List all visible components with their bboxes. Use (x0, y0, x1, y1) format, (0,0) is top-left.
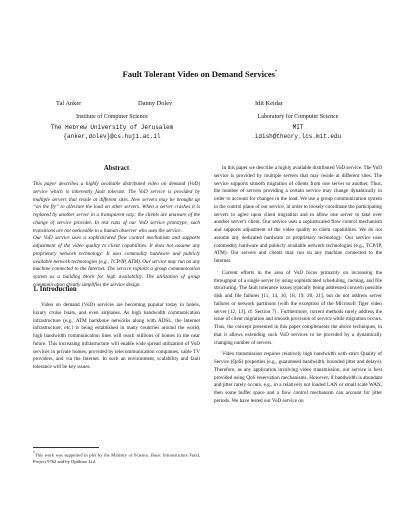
affiliation-1-email: {anker,dolev}@cs.huji.ac.il (63, 133, 161, 141)
footnote-mark: * (33, 451, 35, 455)
abstract-paragraph-2: Our VoD service uses a sophisticated flow control mechanism and supports adjustment of the video quality to client capabilities. It does not assume any proprietary network technology: It uses commodity hardware and publicly available network technologies (e.g., TCP/IP, ATM). Our service may run on any machine connected to the Internet. The service exploits a group communication system as a building block for high availability. The utilization of group communication greatly simplifies the service design. (33, 235, 200, 288)
abstract-body (33, 181, 200, 290)
footnote-rule (33, 447, 99, 448)
affiliation-1 (12, 113, 212, 142)
affiliation-2 (198, 113, 398, 142)
affiliation-2-email: idish@theory.lcs.mit.edu (254, 133, 342, 141)
right-column (214, 165, 382, 406)
affiliation-1-institute: Institute of Computer Science (76, 114, 148, 120)
paper-title (0, 69, 400, 79)
intro-paragraph-1: Video on demand (VoD) services are becoming popular today in hotels, luxury cruise boats, and even airplanes. As high bandwidth communication infrastructure (e.g., ATM backbone networks along with ADSL, the Internet infrastructure, etc.) is being established in many countries around the world, high bandwidth communication lines will reach millions of homes in the near future. This increasing infrastructure will enable wide spread utilization of VoD services in private homes, provided by telecommunication companies, cable TV providers, and via the Internet. In such an environment, scalability and fault tolerance will be key issues. (33, 302, 200, 370)
author-1: Tal Anker (56, 100, 82, 107)
footnote-text: This work was supported in part by the Ministry of Science, Basic Infrastructure Fund, Project 9762 and by Optibase Ltd. (33, 452, 200, 465)
right-paragraph-2: Current efforts in the area of VoD focus primarily on increasing the throughput of a single server by using sophisticated scheduling, caching, and file structuring. The fault tolerance issues typically being addressed concern possible disk and file failures [11, 14, 16, 18, 19, 20, 21], but do not address server failures or network partitions (with the exception of the Microsoft Tiger video server [12, 13], cf. Section 7) . Furthermore, current methods rarely address the issue of client migration and smooth provision of service while migration occurs. Thus, the concept presented in this paper complements the above techniques, in that it allows extending such VoD services to be provided by a dynamically changing number of servers. (214, 269, 382, 346)
abstract-heading: Abstract (103, 165, 130, 172)
affiliation-2-institute: Laboratory for Computer Science (257, 114, 339, 120)
author-2: Danny Dolev (138, 100, 173, 107)
author-3: Idit Keidar (255, 100, 283, 107)
right-paragraph-1: In this paper we describe a highly available distributed VoD service. The VoD service is provided by multiple servers that may reside at different sites. The service supports smooth migration of clients from one server to another. Thus, the number of servers providing a certain service may change dynamically in order to account for changes in the load. We use a group communication system in the control plane of our service, in order to loosely coordinate the participating servers to agree upon client migration and to allow one server to take over another server's client. Our service uses a sophisticated flow control mechanism and supports adjustment of the video quality to client capabilities. We do not assume any dedicated hardware or proprietary technology: Our service uses commodity hardware and publicly available network technologies (e.g., TCP/IP, ATM). Our servers and clients may run on any machine connected to the Internet. (214, 165, 382, 264)
title-text: Fault Tolerant Video on Demand Services (122, 69, 276, 79)
title-footnote-mark: * (275, 70, 278, 76)
introduction-left-column (33, 302, 200, 372)
section-heading-introduction: 1. Introduction (33, 286, 77, 293)
footnote (33, 450, 200, 466)
right-paragraph-3: Video transmission requires relatively high bandwidth with strict Quality of Service (QoS) properties (e.g., guaranteed bandwidth, bounded jitter and delays). Therefore, as any application involving video transmission, our service is best provided using QoS reservation mechanisms. However, if bandwidth is abundant and jitter rarely occurs, e.g., in a relatively not loaded LAN or small scale WAN, then some buffer space and a flow control mechanism can account for jitter periods. We have tested our VoD service on (214, 351, 382, 404)
affiliation-2-org: MIT (292, 123, 304, 131)
abstract-paragraph-1: This paper describes a highly available distributed video on demand (VoD) service which is inherently fault tolerant. The VoD service is provided by multiple servers that reside at different sites. New servers may be brought up “on the fly” to alleviate the load on other servers. When a server crashes it is replaced by another server in a transparent way; the clients are unaware of the change of service provider. In test runs of our VoD service prototype, such transitions are not noticeable to a human observer who uses the service. (33, 181, 200, 234)
affiliation-1-org: The Hebrew University of Jerusalem (50, 123, 174, 131)
